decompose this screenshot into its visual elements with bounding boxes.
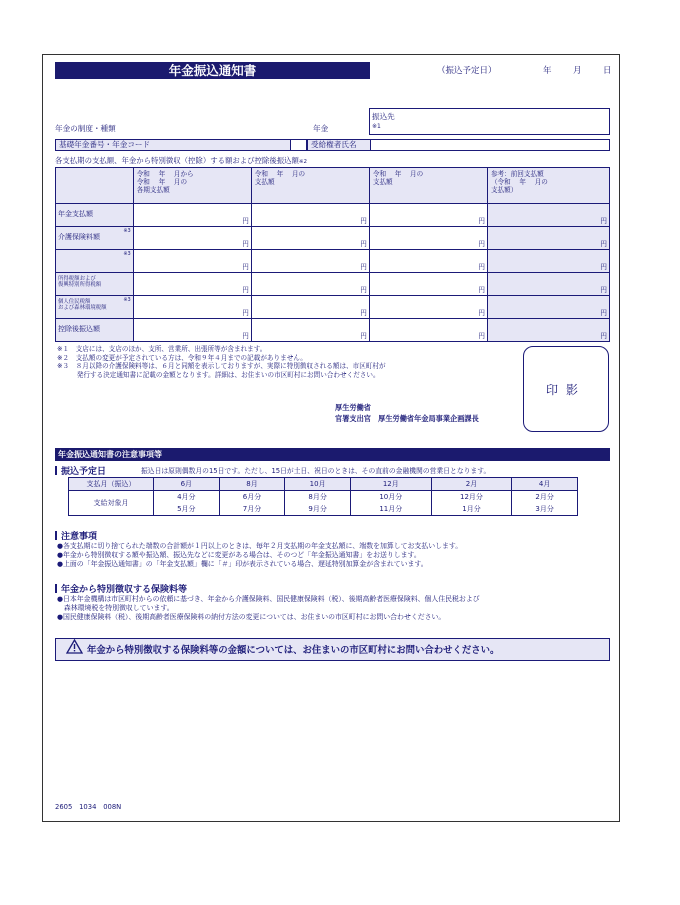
seal-box	[523, 346, 609, 432]
heading-mark	[55, 584, 57, 593]
cell	[369, 204, 487, 227]
row-note: ※3	[123, 297, 131, 303]
month-cell: 4月	[512, 478, 578, 491]
footnote-3: ※３ ８月以降の介護保険料等は、６月と同額を表示しておりますが、実際に特別徴収される額は、市区町村が	[57, 362, 386, 371]
yen-unit: 円	[242, 263, 249, 271]
target-cell: 12月分	[431, 491, 512, 504]
heading-mark	[55, 531, 57, 540]
pension-label: 年金	[313, 124, 329, 133]
target-cell: 6月分	[219, 491, 285, 504]
footnote-1: ※１ 支店には、支店のほか、支所、営業所、出張所等が含まれます。	[57, 345, 267, 353]
document-title: 年金振込通知書	[55, 62, 370, 79]
row-label-income-tax: 所得税額および 復興特別所得税額	[56, 273, 134, 296]
caution-list	[57, 542, 613, 568]
cell	[369, 273, 487, 296]
footnote-3-cont: 発行する決定通知書に記載の金額となります。詳細は、お住まいの市区町村にお問い合わせください。	[57, 370, 380, 379]
schedule-row1-label: 支払月（振込）	[69, 478, 154, 491]
yen-unit: 円	[360, 263, 367, 271]
alert-banner	[55, 638, 610, 661]
yen-unit: 円	[242, 217, 249, 225]
target-cell: 3月分	[512, 503, 578, 516]
row-note: ※3	[123, 251, 131, 257]
yen-unit: 円	[360, 240, 367, 248]
col-header-periodic: 令和 年 月から 令和 年 月の 各期支払額	[133, 168, 251, 204]
month-label: 月	[573, 66, 582, 76]
table-row	[56, 296, 610, 319]
target-cell: 7月分	[219, 503, 285, 516]
col-header-previous: 参考：前回支払額 （令和 年 月の 支払額）	[487, 168, 609, 204]
seal-label: 印影	[545, 383, 586, 397]
target-cell: 2月分	[512, 491, 578, 504]
cell	[487, 204, 609, 227]
cell	[369, 250, 487, 273]
cell	[251, 204, 369, 227]
yen-unit: 円	[242, 332, 249, 340]
schedule-table	[68, 477, 578, 516]
target-cell: 11月分	[350, 503, 431, 516]
yen-unit: 円	[478, 240, 485, 248]
list-item: ●上面の「年金振込通知書」の「年金支払額」欄に「＃」印が表示されている場合、遅延特別加算金が含まれています。	[57, 559, 428, 568]
table-row	[69, 478, 578, 491]
row-note: ※3	[123, 228, 131, 234]
target-cell: 8月分	[285, 491, 351, 504]
yen-unit: 円	[242, 240, 249, 248]
warning-icon	[66, 639, 83, 662]
table-row	[69, 491, 578, 504]
table-row	[56, 273, 610, 296]
table-row	[56, 250, 610, 273]
day-label: 日	[603, 66, 612, 76]
target-cell: 5月分	[154, 503, 220, 516]
month-cell: 10月	[285, 478, 351, 491]
caution-heading	[55, 529, 97, 542]
cell	[487, 296, 609, 319]
row-label-text: 介護保険料額	[58, 233, 100, 241]
payee-label: 振込先	[372, 112, 395, 121]
target-cell: 9月分	[285, 503, 351, 516]
table-caption-text: 各支払期の支払額、年金から特別徴収（控除）する額および控除後振込額	[55, 156, 299, 165]
target-cell: 1月分	[431, 503, 512, 516]
table-row	[56, 319, 610, 342]
footnotes	[57, 345, 527, 379]
basic-number-label: 基礎年金番号・年金コード	[55, 139, 291, 151]
yen-unit: 円	[600, 332, 607, 340]
yen-unit: 円	[478, 332, 485, 340]
month-cell: 6月	[154, 478, 220, 491]
row-label-text: 個人住民税額 および森林環境税額	[58, 299, 107, 312]
special-list	[57, 595, 615, 621]
row-label-net-transfer: 控除後振込額	[56, 319, 134, 342]
schedule-description: 振込日は原則偶数月の15日です。ただし、15日が土日、祝日のときは、その直前の金融機関の営業日となります。	[141, 467, 491, 475]
payee-box	[369, 108, 610, 135]
cell	[487, 250, 609, 273]
section-title-bar: 年金振込通知書の注意事項等	[55, 448, 610, 461]
list-item: ●各支払期に切り捨てられた端数の合計額が１円以上のときは、毎年２月支払期の年金支払額に、端数を加算してお支払いします。	[57, 542, 463, 550]
cell	[487, 319, 609, 342]
list-item: ●年金から特別徴収する額や振込額、振込先などに変更がある場合は、そのつど「年金振込通知書」をお送りします。	[57, 550, 421, 559]
row-label-pension-payment: 年金支払額	[56, 204, 134, 227]
schedule-heading-text: 振込予定日	[61, 467, 107, 477]
table-row	[56, 227, 610, 250]
footnote-2: ※２ 支払額の変更が予定されている方は、令和９年４月までの記載がありません。	[57, 353, 307, 362]
row-label-blank	[56, 250, 134, 273]
list-item: ●日本年金機構は市区町村からの依頼に基づき、年金から介護保険料、国民健康保険料（税）、後期高齢者医療保険料、個人住民税および	[57, 595, 480, 603]
yen-unit: 円	[360, 309, 367, 317]
list-item: 森林環境税を特別徴収しています。	[57, 603, 174, 612]
schedule-heading	[55, 464, 106, 477]
cell	[487, 273, 609, 296]
notice-form	[42, 54, 620, 822]
yen-unit: 円	[600, 263, 607, 271]
payee-note: ※1	[372, 123, 381, 130]
yen-unit: 円	[242, 309, 249, 317]
footer-code: 2605 1034 008N	[55, 803, 122, 811]
heading-mark	[55, 466, 57, 475]
cell	[251, 227, 369, 250]
issuer-officer: 官署支出官 厚生労働省年金局事業企画課長	[335, 414, 479, 423]
list-item: ●国民健康保険料（税）、後期高齢者医療保険料の納付方法の変更については、お住まいの市区町村にお問い合わせください。	[57, 612, 446, 621]
cell	[133, 273, 251, 296]
yen-unit: 円	[600, 217, 607, 225]
cell	[133, 296, 251, 319]
cell	[133, 227, 251, 250]
yen-unit: 円	[242, 286, 249, 294]
row-label-resident-tax	[56, 296, 134, 319]
table-caption	[55, 155, 307, 166]
target-cell: 4月分	[154, 491, 220, 504]
cell	[487, 227, 609, 250]
year-label: 年	[543, 66, 552, 76]
cell	[369, 319, 487, 342]
row-label-care-insurance	[56, 227, 134, 250]
caution-heading-text: 注意事項	[61, 532, 98, 542]
cell	[369, 227, 487, 250]
cell	[251, 273, 369, 296]
cell	[133, 250, 251, 273]
issuer-ministry: 厚生労働省	[335, 403, 371, 412]
special-heading	[55, 582, 187, 595]
pension-type-label: 年金の制度・種類	[55, 124, 116, 133]
col-header-month-a: 令和 年 月の 支払額	[251, 168, 369, 204]
special-heading-text: 年金から特別徴収する保険料等	[61, 585, 188, 595]
month-cell: 2月	[431, 478, 512, 491]
yen-unit: 円	[360, 217, 367, 225]
scheduled-date-label: （振込予定日）	[437, 66, 497, 76]
table-caption-note: ※2	[298, 159, 308, 165]
cell	[251, 319, 369, 342]
cell	[133, 204, 251, 227]
yen-unit: 円	[478, 217, 485, 225]
yen-unit: 円	[600, 309, 607, 317]
month-cell: 8月	[219, 478, 285, 491]
yen-unit: 円	[360, 332, 367, 340]
table-row	[56, 204, 610, 227]
yen-unit: 円	[478, 263, 485, 271]
recipient-label: 受給権者氏名	[307, 139, 371, 151]
payment-table	[55, 167, 610, 342]
col-header-month-b: 令和 年 月の 支払額	[369, 168, 487, 204]
cell	[369, 296, 487, 319]
yen-unit: 円	[478, 309, 485, 317]
yen-unit: 円	[600, 286, 607, 294]
yen-unit: 円	[360, 286, 367, 294]
target-cell: 10月分	[350, 491, 431, 504]
basic-number-value	[291, 139, 307, 151]
table-corner	[56, 168, 134, 204]
cell	[251, 250, 369, 273]
recipient-value	[370, 139, 610, 151]
alert-text: 年金から特別徴収する保険料等の金額については、お住まいの市区町村にお問い合わせください。	[87, 645, 500, 656]
month-cell: 12月	[350, 478, 431, 491]
schedule-row2-label: 支給対象月	[69, 491, 154, 516]
yen-unit: 円	[478, 286, 485, 294]
cell	[133, 319, 251, 342]
yen-unit: 円	[600, 240, 607, 248]
cell	[251, 296, 369, 319]
